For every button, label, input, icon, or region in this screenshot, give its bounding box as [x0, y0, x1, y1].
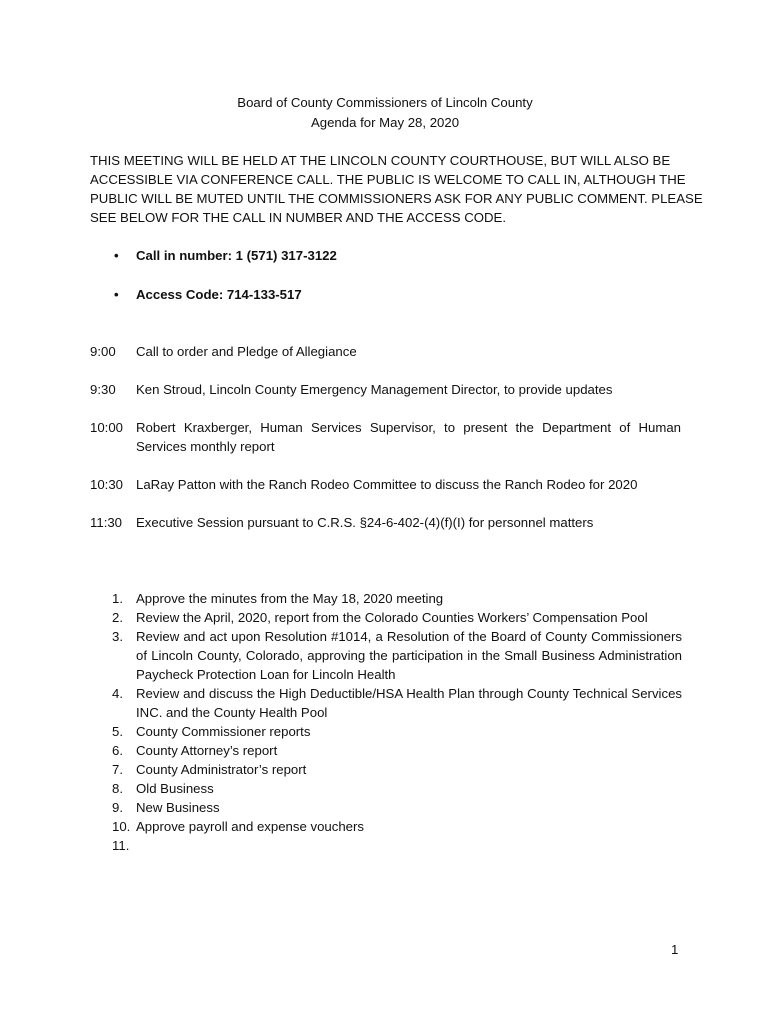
list-item: [112, 608, 682, 627]
list-item: [112, 722, 682, 741]
notice-line: SEE BELOW FOR THE CALL IN NUMBER AND THE ACCESS CODE.: [90, 210, 506, 225]
access-code: Access Code: 714-133-517: [136, 287, 302, 302]
notice-line: PUBLIC WILL BE MUTED UNTIL THE COMMISSIONERS ASK FOR ANY PUBLIC COMMENT. PLEASE: [90, 191, 703, 206]
schedule-time: 10:30: [90, 477, 124, 492]
schedule-time: 10:00: [90, 420, 124, 435]
schedule-item: Call to order and Pledge of Allegiance: [136, 344, 357, 359]
item-number: 6.: [112, 743, 123, 758]
item-number: 8.: [112, 781, 123, 796]
bullet-icon: •: [114, 248, 119, 263]
item-text: Review and discuss the High Deductible/HSA Health Plan through County Technical Services INC. and the County Health Pool: [136, 686, 682, 720]
item-text: Old Business: [136, 781, 214, 796]
agenda-list: [112, 589, 682, 855]
schedule-item: Executive Session pursuant to C.R.S. §24-6-402-(4)(f)(I) for personnel matters: [136, 515, 594, 530]
item-text: Review the April, 2020, report from the Colorado Counties Workers’ Compensation Pool: [136, 610, 648, 625]
notice-line: THIS MEETING WILL BE HELD AT THE LINCOLN COUNTY COURTHOUSE, BUT WILL ALSO BE: [90, 153, 671, 168]
item-number: 4.: [112, 686, 123, 701]
schedule-time: 9:30: [90, 382, 116, 397]
item-number: 7.: [112, 762, 123, 777]
item-text: County Commissioner reports: [136, 724, 311, 739]
page-number: 1: [671, 942, 679, 957]
item-number: 5.: [112, 724, 123, 739]
page-subtitle: Agenda for May 28, 2020: [310, 115, 460, 130]
list-item: [112, 741, 682, 760]
list-item: [112, 779, 682, 798]
item-text: Approve payroll and expense vouchers: [136, 819, 364, 834]
list-item: [112, 760, 682, 779]
list-item: [112, 684, 682, 722]
list-item: [112, 798, 682, 817]
bullet-icon: •: [114, 287, 119, 302]
item-number: 9.: [112, 800, 123, 815]
schedule-item: LaRay Patton with the Ranch Rodeo Committee to discuss the Ranch Rodeo for 2020: [136, 477, 638, 492]
item-text: County Attorney’s report: [136, 743, 278, 758]
item-number: 2.: [112, 610, 123, 625]
call-in-bullet: [114, 246, 337, 265]
schedule-time: 9:00: [90, 344, 116, 359]
schedule-item: Ken Stroud, Lincoln County Emergency Management Director, to provide updates: [136, 382, 613, 397]
page-title: Board of County Commissioners of Lincoln County: [237, 95, 533, 110]
meeting-notice: [90, 151, 703, 227]
item-text: New Business: [136, 800, 220, 815]
item-number: 3.: [112, 629, 123, 644]
call-in-number: Call in number: 1 (571) 317-3122: [136, 248, 337, 263]
notice-line: ACCESSIBLE VIA CONFERENCE CALL. THE PUBLIC IS WELCOME TO CALL IN, ALTHOUGH THE: [90, 172, 686, 187]
schedule-time: 11:30: [90, 515, 123, 530]
item-text: County Administrator’s report: [136, 762, 307, 777]
list-item: [112, 836, 682, 855]
item-number: 11.: [112, 838, 130, 853]
item-number: 1.: [112, 591, 123, 606]
item-text: Review and act upon Resolution #1014, a Resolution of the Board of County Commissioners of Lincoln County, Colorado, approving the participation in the Small Business Administration Paycheck Protection Loan for Lincoln Health: [136, 629, 682, 682]
list-item: [112, 627, 682, 684]
list-item: [112, 817, 682, 836]
item-text: Approve the minutes from the May 18, 2020 meeting: [136, 591, 444, 606]
item-number: 10.: [112, 819, 131, 834]
schedule-item: Robert Kraxberger, Human Services Supervisor, to present the Department of Human Services monthly report: [136, 420, 681, 454]
access-code-bullet: [114, 285, 302, 304]
list-item: [112, 589, 682, 608]
